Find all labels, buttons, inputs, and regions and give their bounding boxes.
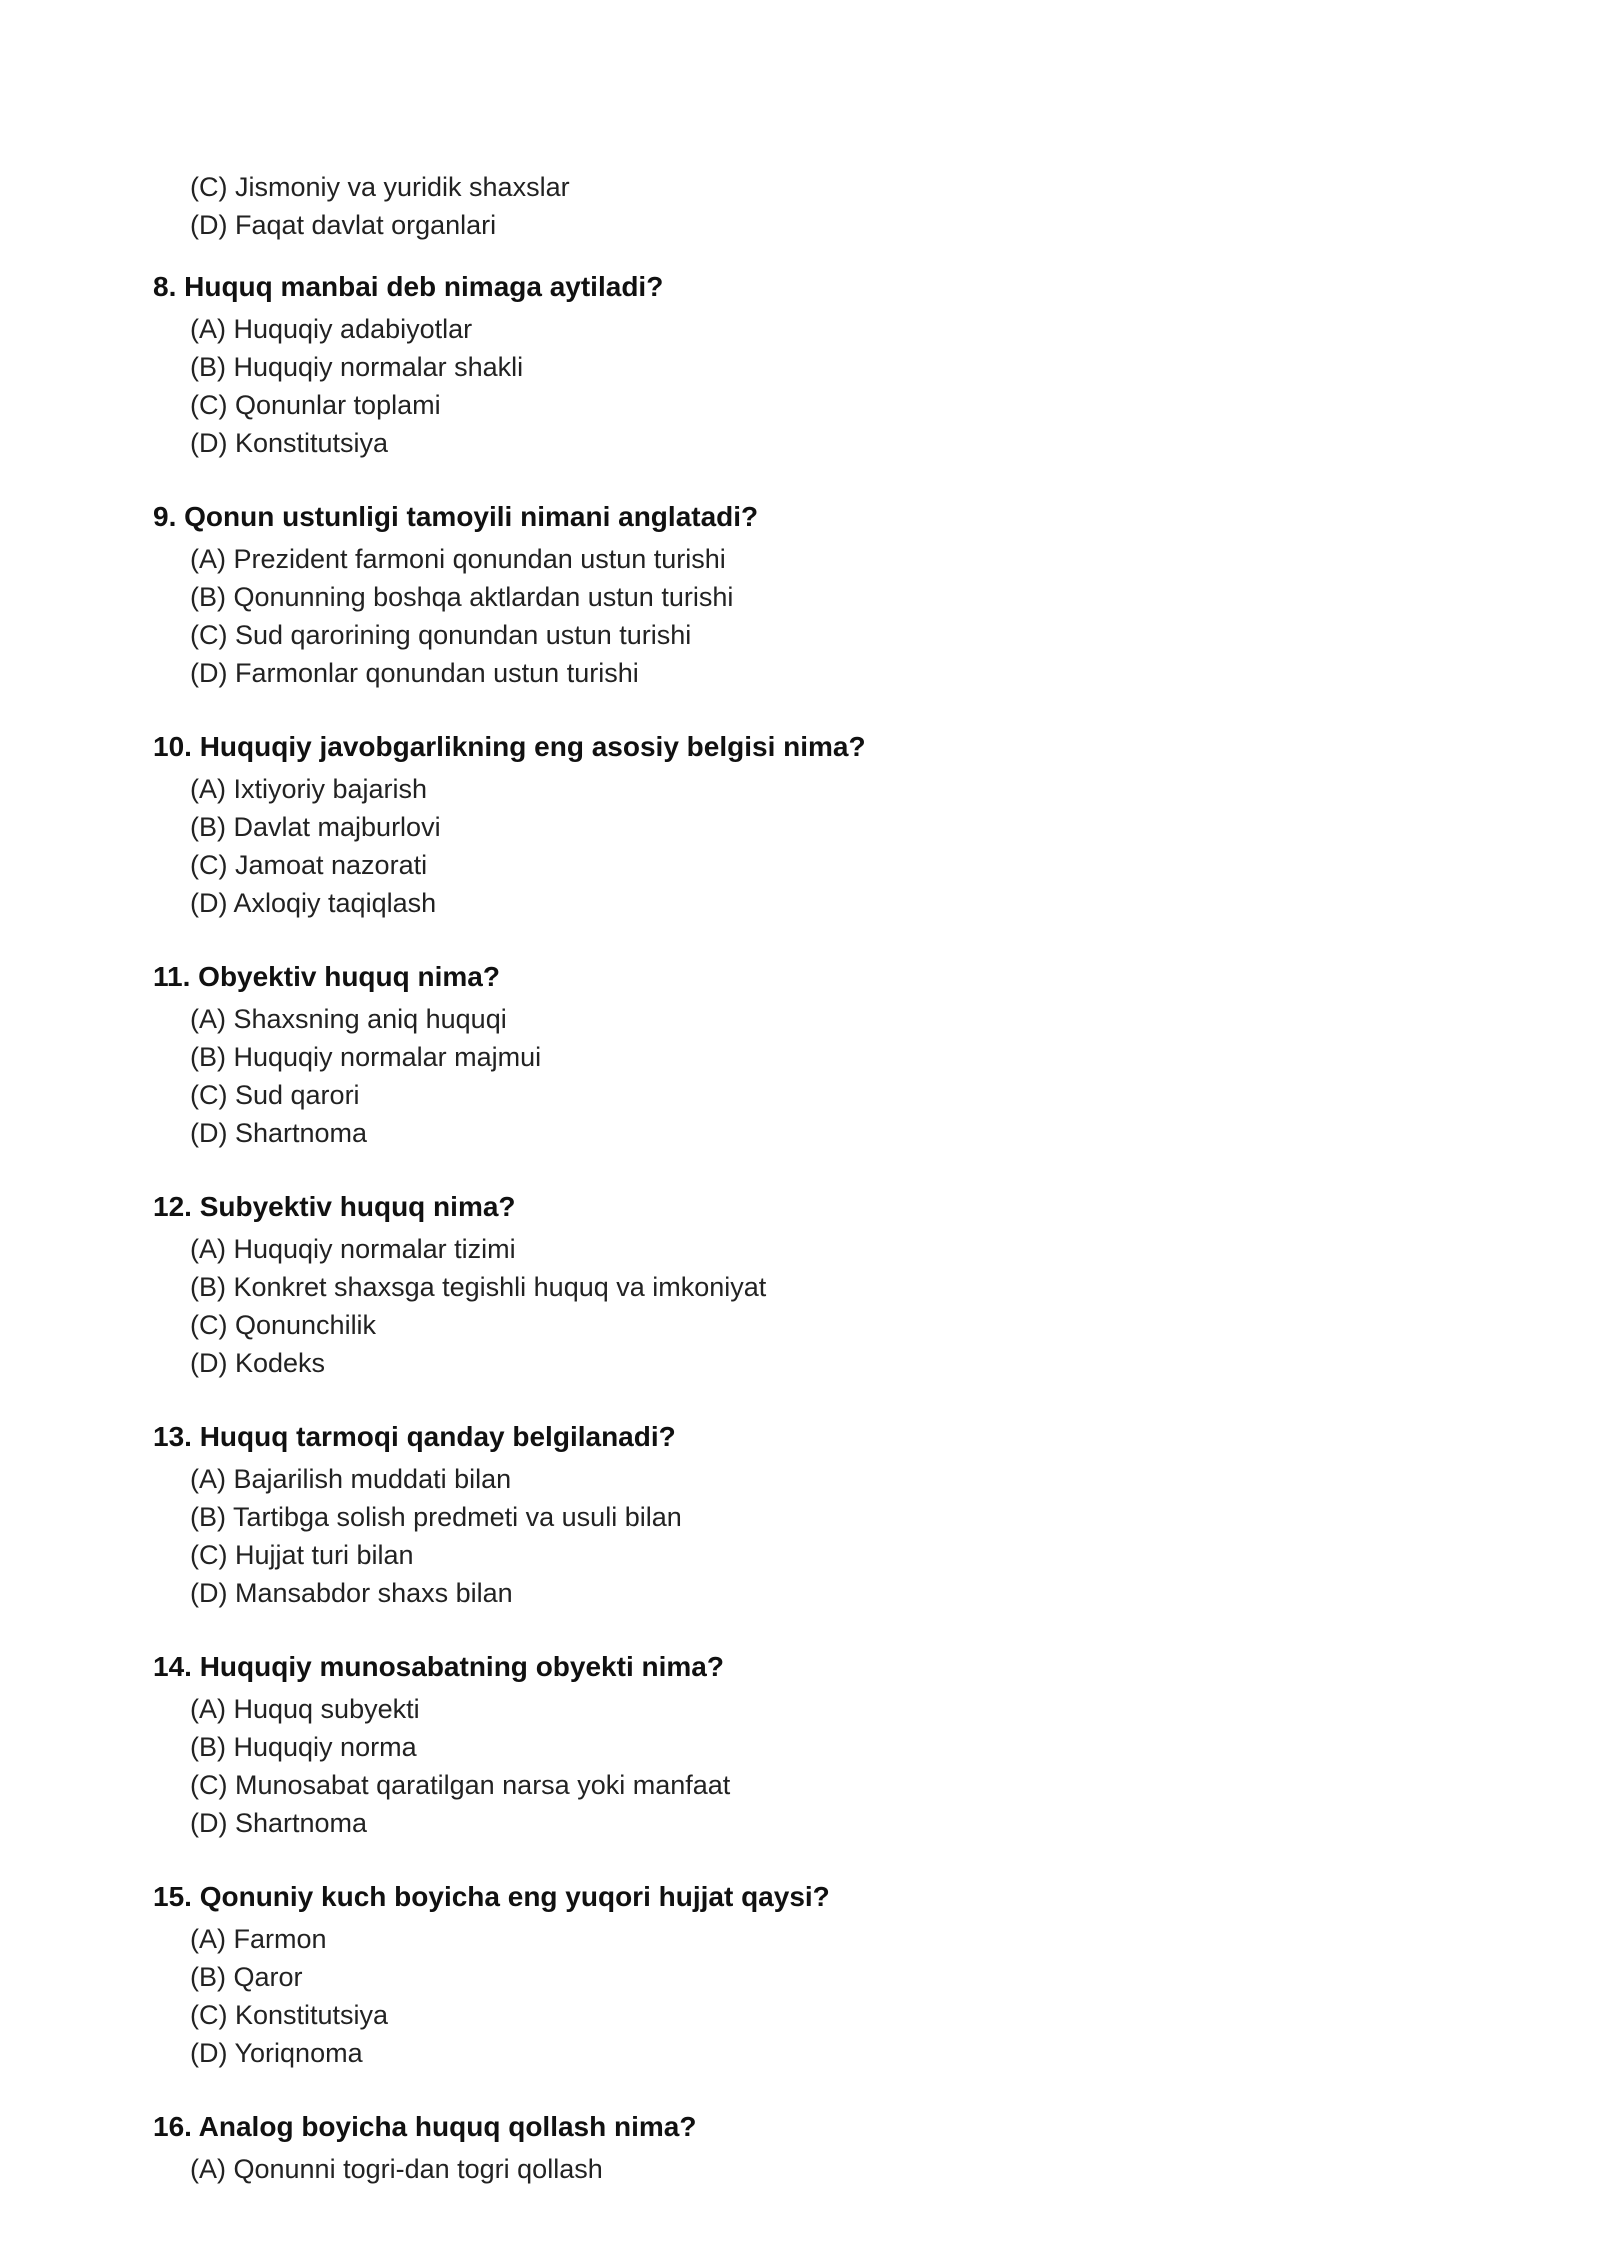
question-12 [153,1188,1453,1382]
question-title: 15. Qonuniy kuch boyicha eng yuqori hujjat qaysi? [153,1881,830,1912]
option-a: (A) Bajarilish muddati bilan [190,1464,512,1494]
option-d: (D) Mansabdor shaxs bilan [190,1578,513,1608]
question-title: 8. Huquq manbai deb nimaga aytiladi? [153,271,664,302]
question-title: 10. Huquqiy javobgarlikning eng asosiy belgisi nima? [153,731,866,762]
option-d: (D) Shartnoma [190,1808,368,1838]
option-d: (D) Farmonlar qonundan ustun turishi [190,658,639,688]
option-list [153,310,1453,462]
question-title: 14. Huquqiy munosabatning obyekti nima? [153,1651,724,1682]
option-d: (D) Axloqiy taqiqlash [190,888,437,918]
option-d: (D) Konstitutsiya [190,428,389,458]
question-8 [153,268,1453,462]
option-b: (B) Qaror [190,1962,303,1992]
option-c: (C) Qonunchilik [190,1310,377,1340]
option-list [153,1460,1453,1612]
option-a: (A) Farmon [190,1924,327,1954]
question-13 [153,1418,1453,1612]
question-title: 11. Obyektiv huquq nima? [153,961,500,992]
option-c: (C) Hujjat turi bilan [190,1540,414,1570]
option-a: (A) Shaxsning aniq huquqi [190,1004,507,1034]
question-9 [153,498,1453,692]
option-d: (D) Shartnoma [190,1118,368,1148]
question-14 [153,1648,1453,1842]
option-a: (A) Huquqiy adabiyotlar [190,314,473,344]
option-b: (B) Tartibga solish predmeti va usuli bilan [190,1502,682,1532]
question-title: 16. Analog boyicha huquq qollash nima? [153,2111,697,2142]
question-title: 12. Subyektiv huquq nima? [153,1191,516,1222]
option-b: (B) Huquqiy norma [190,1732,417,1762]
option-list [153,1920,1453,2072]
option-c: (C) Sud qarorining qonundan ustun turishi [190,620,692,650]
question-title: 9. Qonun ustunligi tamoyili nimani anglatadi? [153,501,759,532]
option-list [153,770,1453,922]
option-b: (B) Huquqiy normalar majmui [190,1042,542,1072]
question-title: 13. Huquq tarmoqi qanday belgilanadi? [153,1421,676,1452]
option-list [153,1000,1453,1152]
option-c: (C) Qonunlar toplami [190,390,441,420]
continued-options [190,168,570,244]
option-b: (B) Konkret shaxsga tegishli huquq va imkoniyat [190,1272,767,1302]
option-c: (C) Jamoat nazorati [190,850,428,880]
option-a: (A) Ixtiyoriy bajarish [190,774,428,804]
question-16 [153,2108,1453,2188]
option-c: (C) Sud qarori [190,1080,360,1110]
option-a: (A) Huquqiy normalar tizimi [190,1234,516,1264]
option-list [153,2150,1453,2188]
option-a: (A) Qonunni togri-dan togri qollash [190,2154,603,2184]
option-d: (D) Yoriqnoma [190,2038,363,2068]
question-15 [153,1878,1453,2072]
option-b: (B) Qonunning boshqa aktlardan ustun turishi [190,582,734,612]
option-list [153,1230,1453,1382]
option-b: (B) Huquqiy normalar shakli [190,352,524,382]
option-d: (D) Kodeks [190,1348,326,1378]
option-b: (B) Davlat majburlovi [190,812,441,842]
question-list [153,268,1453,2224]
option: (C) Jismoniy va yuridik shaxslar [190,172,570,202]
question-11 [153,958,1453,1152]
option: (D) Faqat davlat organlari [190,210,497,240]
option-a: (A) Huquq subyekti [190,1694,420,1724]
option-list [153,1690,1453,1842]
option-list [153,540,1453,692]
option-c: (C) Munosabat qaratilgan narsa yoki manfaat [190,1770,731,1800]
option-c: (C) Konstitutsiya [190,2000,389,2030]
question-10 [153,728,1453,922]
option-a: (A) Prezident farmoni qonundan ustun turishi [190,544,726,574]
